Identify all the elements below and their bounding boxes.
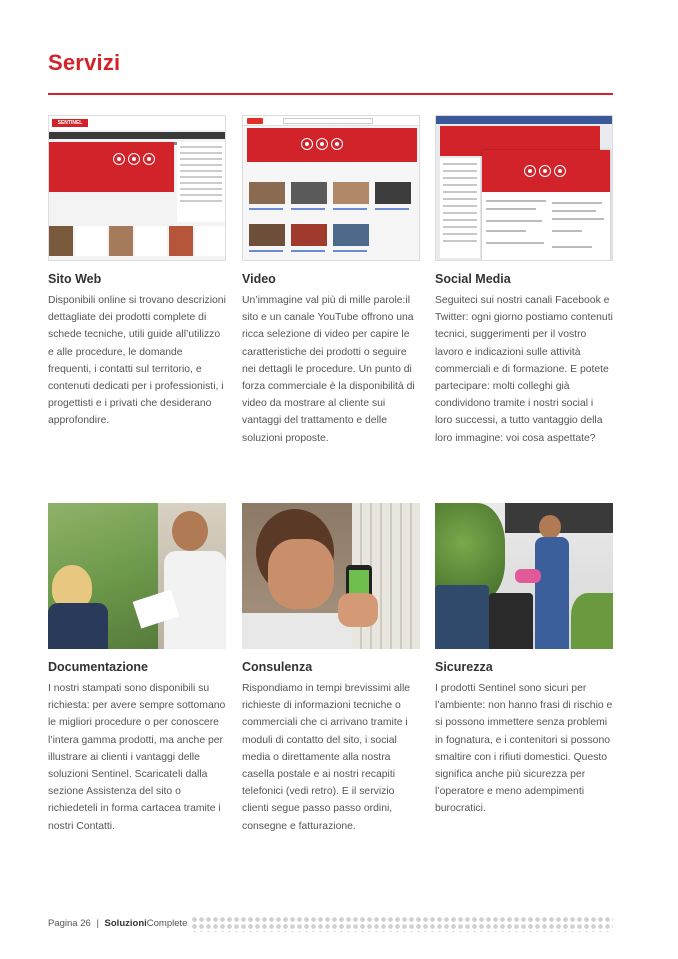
card-text: Un’immagine val più di mille parole:il sito e un canale YouTube offrono una ricca selezione di video per capire le caratteristiche dei prodotti o seguire nei dettagli le procedure. Un punto di forza commerciale è la disponibilità di video da mostrare al cliente sui vantaggi del trattamento e delle soluzioni proposte. <box>242 295 415 444</box>
footer-brand-bold: Soluzioni <box>104 918 147 929</box>
website-screenshot-image <box>48 115 226 261</box>
card-text: Disponibili online si trovano descrizioni dettagliate dei prodotti complete di schede tecniche, utili guide all’utilizzo e alle procedure, le domande frequenti, i contatti sul territorio, e contenuti dedicati per i professionisti, i progettisti e i privati che desiderano approfondire. <box>48 295 226 427</box>
sentinel-logo: SENTINEL <box>52 119 88 127</box>
card-text: Seguiteci sui nostri canali Facebook e Twitter: ogni giorno postiamo contenuti tecnici, suggerimenti per il vostro lavoro e indicazioni sulle attività commerciali e di formazione. E potete partecipare: molti colleghi già condividono tramite i nostri social i loro successi, a tutto vantaggio della loro immagine: voi cosa aspettate? <box>435 295 613 444</box>
service-card-social-media <box>435 115 613 447</box>
page-footer <box>48 918 187 929</box>
footer-dot-pattern <box>191 916 613 932</box>
card-title: Sito Web <box>48 272 102 286</box>
service-card-sicurezza <box>435 503 613 818</box>
service-card-video <box>242 115 420 447</box>
consultancy-photo-image <box>242 503 420 649</box>
footer-brand-regular: Complete <box>146 918 188 929</box>
youtube-logo-icon <box>247 118 263 124</box>
card-title: Video <box>242 272 276 286</box>
service-card-documentazione <box>48 503 226 835</box>
youtube-screenshot-image <box>242 115 420 261</box>
service-card-consulenza <box>242 503 420 835</box>
page-title: Servizi <box>48 50 121 75</box>
service-card-sito-web <box>48 115 226 430</box>
card-title: Consulenza <box>242 660 313 674</box>
social-media-screenshot-image <box>435 115 613 261</box>
card-title: Social Media <box>435 272 511 286</box>
footer-separator: | <box>96 918 99 929</box>
card-text: I nostri stampati sono disponibili su richiesta: per avere sempre sottomano le migliori procedure o per conoscere l’intera gamma prodotti, ma anche per illustrare ai clienti i vantaggi delle soluzioni Sentinel. Scaricateli dalla sezione Assistenza del sito o richiedeteli in forma cartacea tramite i nostri Contatti. <box>48 683 226 832</box>
safety-photo-image <box>435 503 613 649</box>
card-title: Documentazione <box>48 660 149 674</box>
card-title: Sicurezza <box>435 660 493 674</box>
title-divider <box>48 93 613 95</box>
card-text: I prodotti Sentinel sono sicuri per l’ambiente: non hanno frasi di rischio e si possono immettere senza problemi in fognatura, e i contenitori si possono smaltire con i rifiuti domestici. Questo significa anche più sicurezza per l’operatore e meno adempimenti burocratici. <box>435 683 613 815</box>
page-number: Pagina 26 <box>48 918 91 929</box>
documentation-photo-image <box>48 503 226 649</box>
card-text: Rispondiamo in tempi brevissimi alle richieste di informazioni tecniche o commerciali che ci arrivano tramite i moduli di contatto del sito, i social media o direttamente alla nostra casella postale e ai nostri recapiti telefonici (vedi retro). E il servizio clienti segue passo passo ordini, consegne e fatturazione. <box>242 683 411 832</box>
